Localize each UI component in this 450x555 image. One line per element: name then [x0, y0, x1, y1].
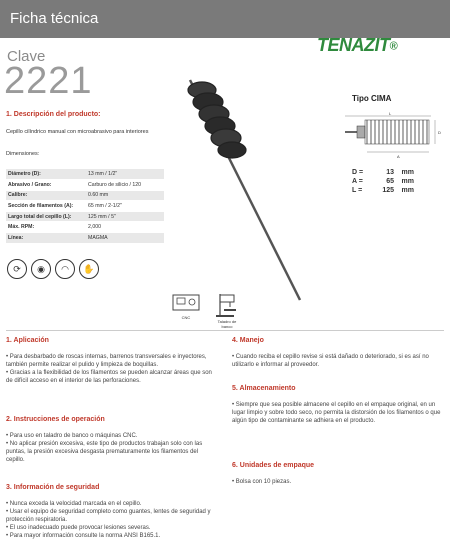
rpm-warning-icon: ⟳: [7, 259, 27, 279]
svg-text:A: A: [397, 154, 400, 159]
description-text: Cepillo cilíndrico manual con microabrasivo para interiores: [6, 129, 149, 135]
section-title: 2. Instrucciones de operación: [6, 416, 105, 423]
table-row: [6, 190, 164, 201]
section-paragraph: • Cuando reciba el cepillo revise si está dañado o deteriorado, si es así no utilizarlo e informar al proveedor.: [232, 354, 429, 368]
section-paragraph: • Siempre que sea posible almacene el cepillo en el empaque original, en un lugar limpio y sobre todo seco, no permita la distorsión de los filamentos o que algún tipo de contaminante se adhiera en el producto.: [232, 402, 441, 424]
spec-value: 125 mm / 5": [86, 211, 164, 222]
spec-value: 2,000: [86, 222, 164, 233]
header-bar: [0, 0, 450, 38]
dimension-unit: mm: [401, 169, 414, 176]
section-title: 1. Aplicación: [6, 337, 49, 344]
tipo-label: Tipo CIMA: [352, 94, 392, 103]
spec-label: Calibre:: [6, 190, 86, 201]
dimension-diagram: [345, 112, 445, 162]
brush-filaments: [188, 82, 246, 158]
description-title: 1. Descripción del producto:: [6, 111, 101, 118]
table-row: [6, 169, 164, 180]
section-operacion: [6, 416, 218, 464]
svg-text:D: D: [438, 130, 441, 135]
section-paragraph: • Usar el equipo de seguridad completo como guantes, lentes de seguridad y protección respiratoria.: [6, 509, 211, 523]
dimension-row-l: [352, 186, 414, 195]
section-paragraph: • Nunca exceda la velocidad marcada en el cepillo.: [6, 501, 142, 507]
cnc-label: CNC: [181, 315, 191, 320]
dimension-unit: mm: [401, 178, 414, 185]
dimension-row-d: [352, 168, 414, 177]
spec-label: Máx. RPM:: [6, 222, 86, 233]
spec-label: Abrasivo / Grano:: [6, 180, 86, 191]
section-title: 4. Manejo: [232, 337, 264, 344]
dimension-key: A =: [352, 178, 363, 185]
clave-number: 2221: [4, 60, 93, 102]
brush-illustration: [170, 70, 330, 310]
section-manejo: [232, 337, 444, 369]
brand-logo: [317, 35, 397, 56]
dimensions-label: Dimensiones:: [6, 151, 40, 157]
dimension-row-a: [352, 177, 414, 186]
dimension-value: 125: [382, 187, 394, 194]
dimension-key: D =: [352, 169, 364, 176]
table-row: [6, 211, 164, 222]
safety-icons: [7, 259, 99, 279]
section-paragraph: • Bolsa con 10 piezas.: [232, 479, 292, 485]
spec-value: Carburo de silicio / 120: [86, 180, 164, 191]
spec-value: 0.60 mm: [86, 190, 164, 201]
spec-label: Sección de filamentos (A):: [6, 201, 86, 212]
ear-protection-icon: ◠: [55, 259, 75, 279]
section-title: 3. Información de seguridad: [6, 484, 100, 491]
dimension-unit: mm: [401, 187, 414, 194]
dimensions-list: [352, 168, 414, 195]
section-paragraph: • Para uso en taladro de banco o máquinas CNC.: [6, 433, 138, 439]
drill-press-label: Taladro de banco: [217, 319, 237, 329]
section-paragraph: • No aplicar presión excesiva, este tipo de productos trabajan solo con las puntas, la presión excesiva desgasta prematuramente los filamentos del cepillo.: [6, 441, 203, 463]
spec-label: Línea:: [6, 233, 86, 244]
section-seguridad: [6, 484, 218, 540]
section-aplicacion: [6, 337, 218, 385]
dimension-value: 65: [386, 178, 394, 185]
table-row: [6, 222, 164, 233]
spec-value: MAGMA: [86, 233, 164, 244]
spec-label: Diámetro (D):: [6, 169, 86, 180]
dimension-value: 13: [386, 169, 394, 176]
goggles-icon: ◉: [31, 259, 51, 279]
spec-value: 13 mm / 1/2": [86, 169, 164, 180]
dimension-key: L =: [352, 187, 363, 194]
page-title: Ficha técnica: [10, 10, 99, 27]
section-paragraph: • Gracias a la flexibilidad de los filamentos se pueden alcanzar áreas que son de difícil acceso en el interior de las perforaciones.: [6, 370, 212, 384]
cnc-icon: [172, 292, 200, 314]
section-title: 6. Unidades de empaque: [232, 462, 315, 469]
table-row: [6, 233, 164, 244]
section-title: 5. Almacenamiento: [232, 385, 296, 392]
svg-text:L: L: [389, 112, 392, 116]
spec-table: [6, 169, 164, 244]
registered-mark: ®: [389, 40, 398, 53]
section-paragraph: • El uso inadecuado puede provocar lesiones severas.: [6, 525, 151, 531]
section-paragraph: • Para desbarbado de roscas internas, barrenos transversales e inyectores, también permite realizar el pulido y limpieza de boquillas.: [6, 354, 207, 368]
table-row: [6, 180, 164, 191]
diagram-filaments: [367, 120, 427, 144]
section-paragraph: • Para mayor información consulte la norma ANSI B165.1.: [6, 533, 161, 539]
gloves-icon: ✋: [79, 259, 99, 279]
drill-press-icon: [214, 292, 240, 318]
section-empaque: [232, 462, 444, 486]
table-row: [6, 201, 164, 212]
cnc-machine: [172, 292, 200, 320]
spec-label: Largo total del cepillo (L):: [6, 211, 86, 222]
clave-label: Clave: [7, 48, 46, 65]
drill-press-machine: [212, 292, 242, 329]
spec-value: 65 mm / 2-1/2": [86, 201, 164, 212]
section-almacenamiento: [232, 385, 444, 425]
brand-logo-text: TENAZIT: [317, 35, 390, 55]
divider: [6, 330, 444, 331]
